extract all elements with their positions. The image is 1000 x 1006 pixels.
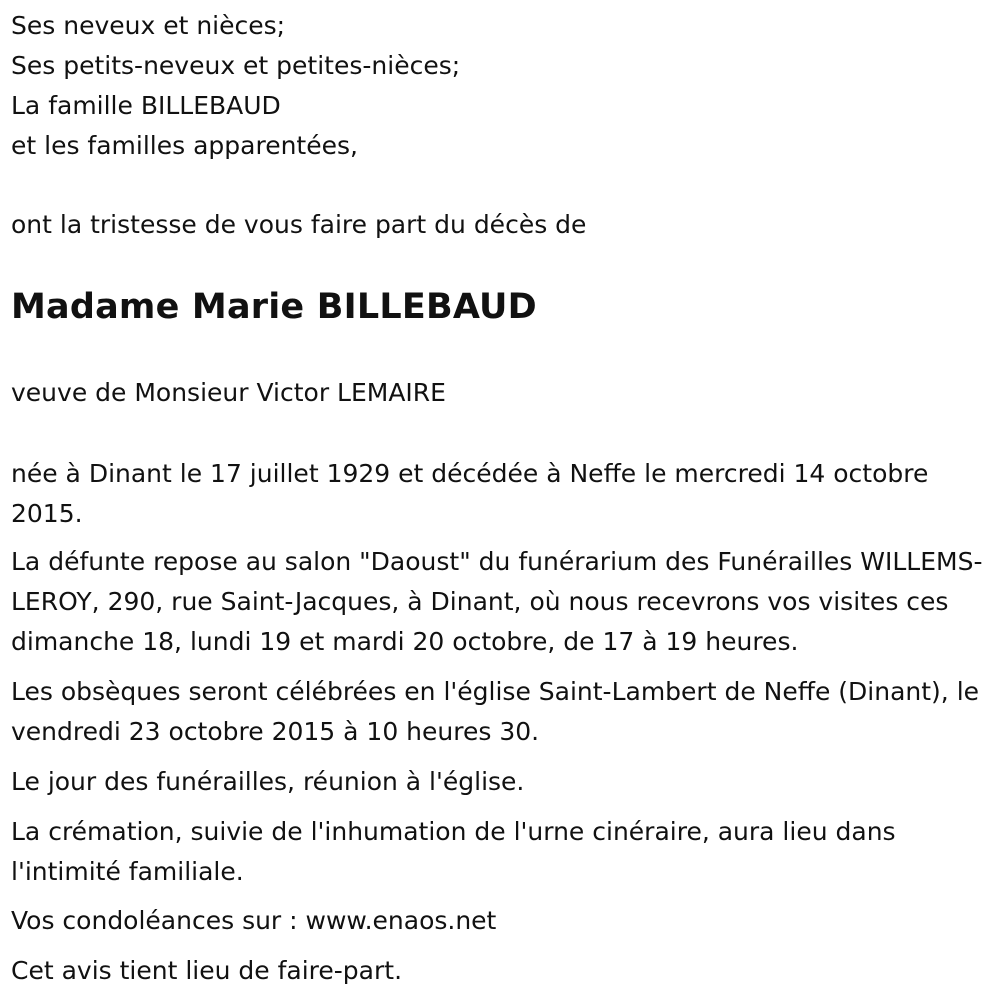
visitation-paragraph: La défunte repose au salon "Daoust" du funérarium des Funérailles WILLEMS-LEROY, 290, rue Saint-Jacques, à Dinant, où nous recevrons vos visites ces dimanche 18, lundi 19 et mardi 20 octobre, de 17 à 19 heures.	[11, 547, 983, 656]
widow-of-text: veuve de Monsieur Victor LEMAIRE	[11, 378, 446, 407]
cremation-paragraph: La crémation, suivie de l'inhumation de l'urne cinéraire, aura lieu dans l'intimité familiale.	[11, 817, 896, 886]
meeting-paragraph: Le jour des funérailles, réunion à l'église.	[11, 767, 525, 796]
family-line-related: et les familles apparentées,	[11, 131, 358, 160]
notice-footer: Cet avis tient lieu de faire-part.	[11, 956, 403, 985]
family-line-grandnephews: Ses petits-neveux et petites-nièces;	[11, 51, 461, 80]
deceased-name: Madame Marie BILLEBAUD	[11, 287, 537, 327]
funeral-paragraph: Les obsèques seront célébrées en l'église Saint-Lambert de Neffe (Dinant), le vendredi 23 octobre 2015 à 10 heures 30.	[11, 677, 980, 746]
family-line-nephews: Ses neveux et nièces;	[11, 11, 286, 40]
family-line-family: La famille BILLEBAUD	[11, 91, 281, 120]
announcement-text: ont la tristesse de vous faire part du décès de	[11, 210, 587, 239]
condolences-paragraph: Vos condoléances sur : www.enaos.net	[11, 906, 497, 935]
birth-death-text: née à Dinant le 17 juillet 1929 et décédée à Neffe le mercredi 14 octobre 2015.	[11, 459, 929, 528]
